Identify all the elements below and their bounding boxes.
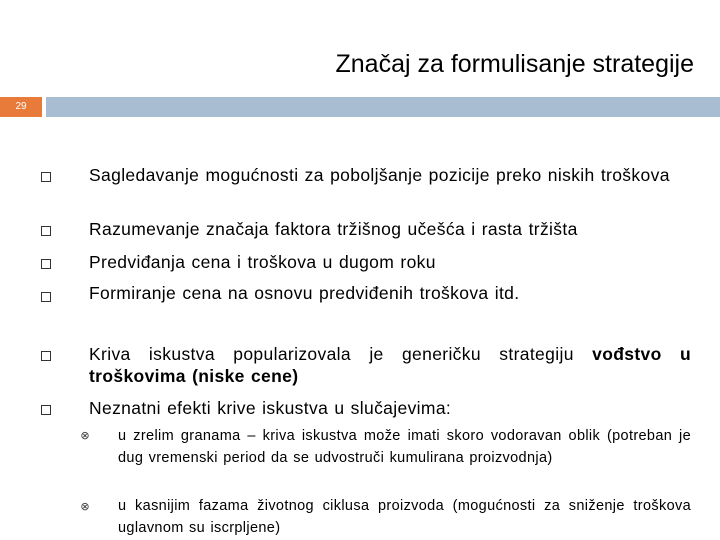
list-item: Sagledavanje mogućnosti za poboljšanje pozicije preko niskih troškova	[89, 165, 670, 185]
list-item: Neznatni efekti krive iskustva u slučajevima:	[89, 398, 452, 418]
list-item: u zrelim granama – kriva iskustva može imati skoro vodoravan oblik (potreban je dug vremenski period da se udvostruči kumulirana proizvodnja)	[118, 428, 691, 466]
list-item: Razumevanje značaja faktora tržišnog učešća i rasta tržišta	[89, 219, 578, 239]
list-item: Predviđanja cena i troškova u dugom roku	[89, 252, 436, 272]
list-item: u kasnijim fazama životnog ciklusa proizvoda (mogućnosti za sniženje troškova uglavnom su iscrpljene)	[118, 498, 691, 536]
list-item-bold-text: vođstvo u troškovima (niske cene)	[89, 344, 692, 386]
list-item-text: Kriva iskustva popularizovala je generičku strategiju	[89, 344, 593, 364]
slide-title: Značaj za formulisanje strategije	[335, 50, 694, 78]
list-item	[89, 343, 691, 387]
header-band	[46, 97, 720, 117]
square-bullet-icon	[41, 292, 51, 302]
square-bullet-icon	[41, 405, 51, 415]
circled-x-bullet-icon: ⊗	[80, 430, 90, 442]
slide-number: 29	[0, 97, 42, 117]
list-item: Formiranje cena na osnovu predviđenih troškova itd.	[89, 283, 520, 303]
circled-x-bullet-icon: ⊗	[80, 501, 90, 513]
square-bullet-icon	[41, 259, 51, 269]
square-bullet-icon	[41, 226, 51, 236]
square-bullet-icon	[41, 172, 51, 182]
square-bullet-icon	[41, 351, 51, 361]
